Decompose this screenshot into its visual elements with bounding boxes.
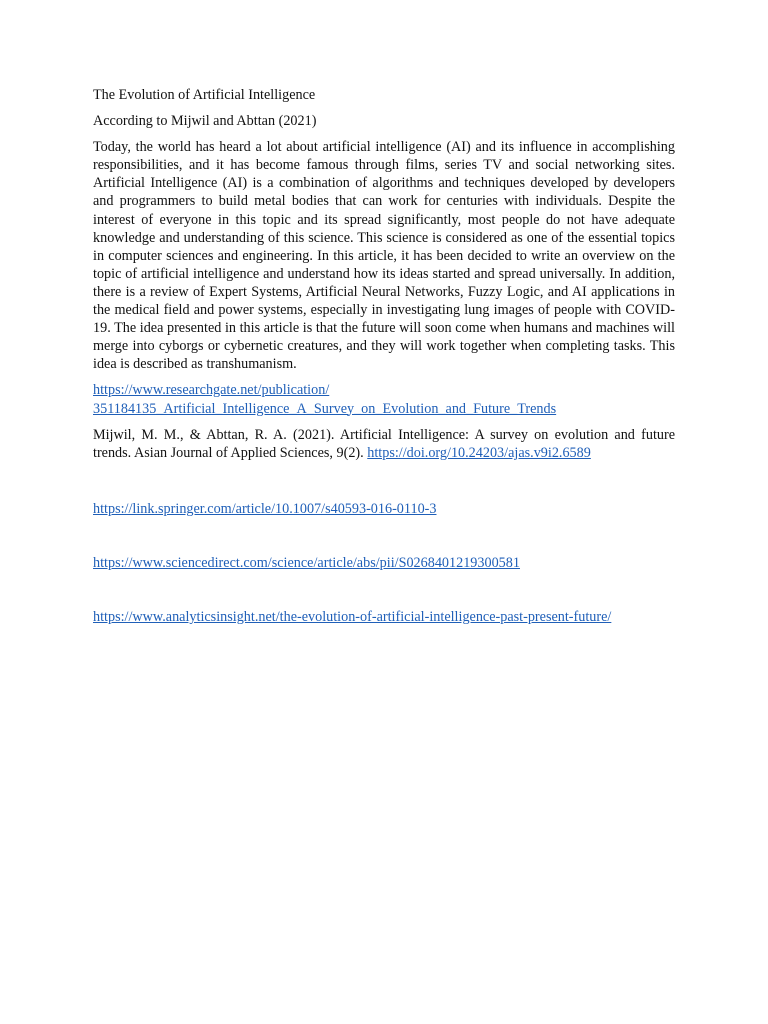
spacer [93, 518, 675, 554]
researchgate-link-line1[interactable]: https://www.researchgate.net/publication/ [93, 382, 330, 399]
sciencedirect-link[interactable]: https://www.sciencedirect.com/science/article/abs/pii/S0268401219300581 [93, 554, 520, 571]
spacer [93, 470, 675, 500]
document-title: The Evolution of Artificial Intelligence [93, 87, 316, 103]
researchgate-link-block [93, 381, 675, 417]
source-line: According to Mijwil and Abttan (2021) [93, 113, 317, 130]
citation-paragraph [93, 426, 675, 462]
springer-link-block [93, 500, 675, 518]
spacer [93, 572, 675, 608]
citation-text: Mijwil, M. M., & Abttan, R. A. (2021). Artificial Intelligence: A survey on evolution and future trends. Asian Journal of Applied Sciences, 9(2). [93, 426, 675, 461]
analyticsinsight-link-block [93, 608, 675, 626]
researchgate-link-line2[interactable]: 351184135_Artificial_Intelligence_A_Survey_on_Evolution_and_Future_Trends [93, 400, 557, 417]
springer-link[interactable]: https://link.springer.com/article/10.1007/s40593-016-0110-3 [93, 500, 437, 517]
analyticsinsight-link[interactable]: https://www.analyticsinsight.net/the-evolution-of-artificial-intelligence-past-present-future/ [93, 608, 612, 625]
document-page [93, 86, 675, 626]
abstract-paragraph: Today, the world has heard a lot about artificial intelligence (AI) and its influence in accomplishing responsibilities, and it has become famous through films, series TV and social networking sites. Artificial Intelligence (AI) is a combination of algorithms and techniques developed by developers and programmers to build metal bodies that can work for centuries with individuals. Despite the interest of everyone in this topic and its spread significantly, most people do not have adequate knowledge and understanding of this science. This science is considered as one of the essential topics in computer sciences and engineering. In this article, it has been decided to write an overview on the topic of artificial intelligence and understand how its ideas started and spread universally. In addition, there is a review of Expert Systems, Artificial Neural Networks, Fuzzy Logic, and AI applications in the medical field and power systems, especially in investigating lung images of people with COVID-19. The idea presented in this article is that the future will soon come when humans and machines will merge into cyborgs or cybernetic creatures, and they will work together when completing tasks. This idea is described as transhumanism. [93, 139, 675, 373]
citation-doi-link[interactable]: https://doi.org/10.24203/ajas.v9i2.6589 [367, 444, 591, 461]
sciencedirect-link-block [93, 554, 675, 572]
